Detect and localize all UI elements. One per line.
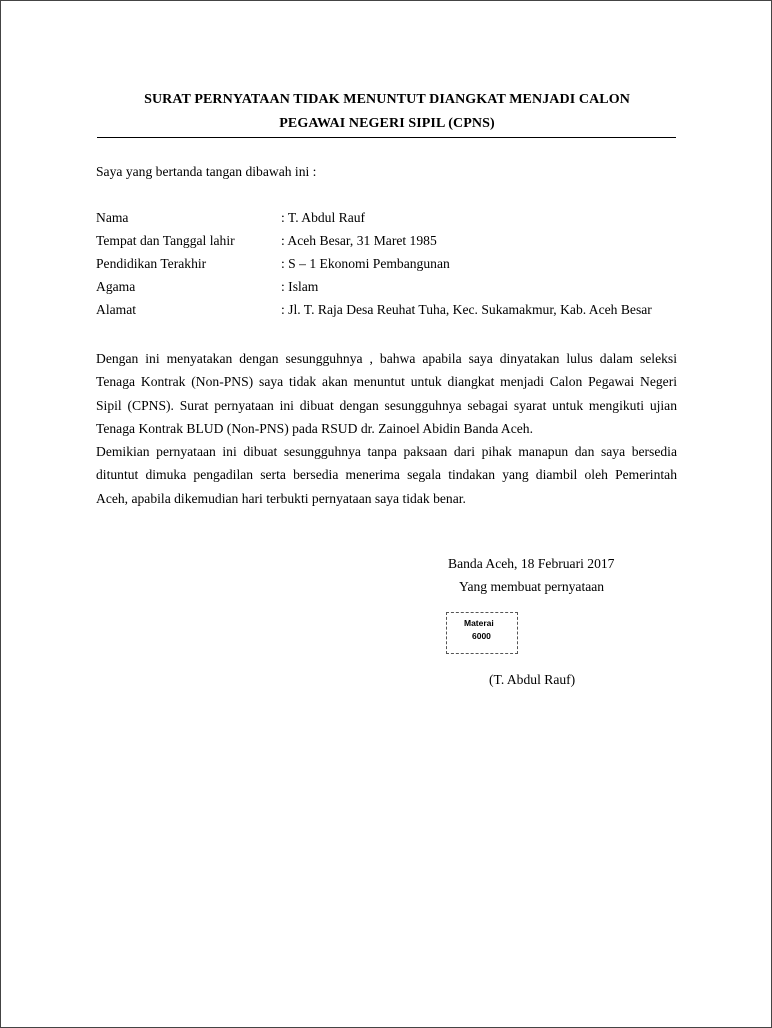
field-value-alamat: : Jl. T. Raja Desa Reuhat Tuha, Kec. Sukamakmur, Kab. Aceh Besar xyxy=(281,302,652,317)
paragraph-line: Sipil (CPNS). Surat pernyataan ini dibuat dengan sesungguhnya sebagai syarat untuk mengikuti ujian xyxy=(96,397,677,413)
title-divider xyxy=(97,137,676,138)
paragraph-line: dituntut dimuka pengadilan serta bersedia menerima segala tindakan yang diambil oleh Pemerintah xyxy=(96,467,677,483)
field-label-tempat-tanggal-lahir: Tempat dan Tanggal lahir xyxy=(96,233,235,248)
field-label-agama: Agama xyxy=(96,279,136,294)
stamp-label: Materai xyxy=(464,618,494,628)
document-title-line-1: SURAT PERNYATAAN TIDAK MENUNTUT DIANGKAT MENJADI CALON xyxy=(144,92,630,107)
field-value-tempat-tanggal-lahir: : Aceh Besar, 31 Maret 1985 xyxy=(281,233,437,248)
field-label-pendidikan: Pendidikan Terakhir xyxy=(96,256,207,271)
signature-title: Yang membuat pernyataan xyxy=(459,579,605,594)
statement-paragraph xyxy=(96,347,677,440)
field-value-agama: : Islam xyxy=(281,279,319,294)
paragraph-line: Aceh, apabila dikemudian hari terbukti pernyataan saya tidak benar. xyxy=(96,490,466,506)
signature-place-date: Banda Aceh, 18 Februari 2017 xyxy=(448,556,615,571)
document-title-line-2: PEGAWAI NEGERI SIPIL (CPNS) xyxy=(279,116,495,131)
stamp-value: 6000 xyxy=(472,631,491,641)
field-label-nama: Nama xyxy=(96,210,129,225)
field-value-nama: : T. Abdul Rauf xyxy=(281,210,366,225)
intro-text: Saya yang bertanda tangan dibawah ini : xyxy=(96,164,317,179)
paragraph-line: Tenaga Kontrak (Non-PNS) saya tidak akan menuntut untuk diangkat menjadi Calon Pegawai Negeri xyxy=(96,374,677,390)
stamp-box xyxy=(446,612,518,654)
field-label-alamat: Alamat xyxy=(96,302,137,317)
paragraph-line: Tenaga Kontrak BLUD (Non-PNS) pada RSUD dr. Zainoel Abidin Banda Aceh. xyxy=(96,420,533,436)
field-value-pendidikan: : S – 1 Ekonomi Pembangunan xyxy=(281,256,450,271)
paragraph-line: Dengan ini menyatakan dengan sesungguhnya , bahwa apabila saya dinyatakan lulus dalam seleksi xyxy=(96,351,677,366)
signatory-name: (T. Abdul Rauf) xyxy=(489,672,576,687)
closing-paragraph xyxy=(96,440,677,510)
paragraph-line: Demikian pernyataan ini dibuat sesungguhnya tanpa paksaan dari pihak manapun dan saya bersedia xyxy=(96,444,677,459)
